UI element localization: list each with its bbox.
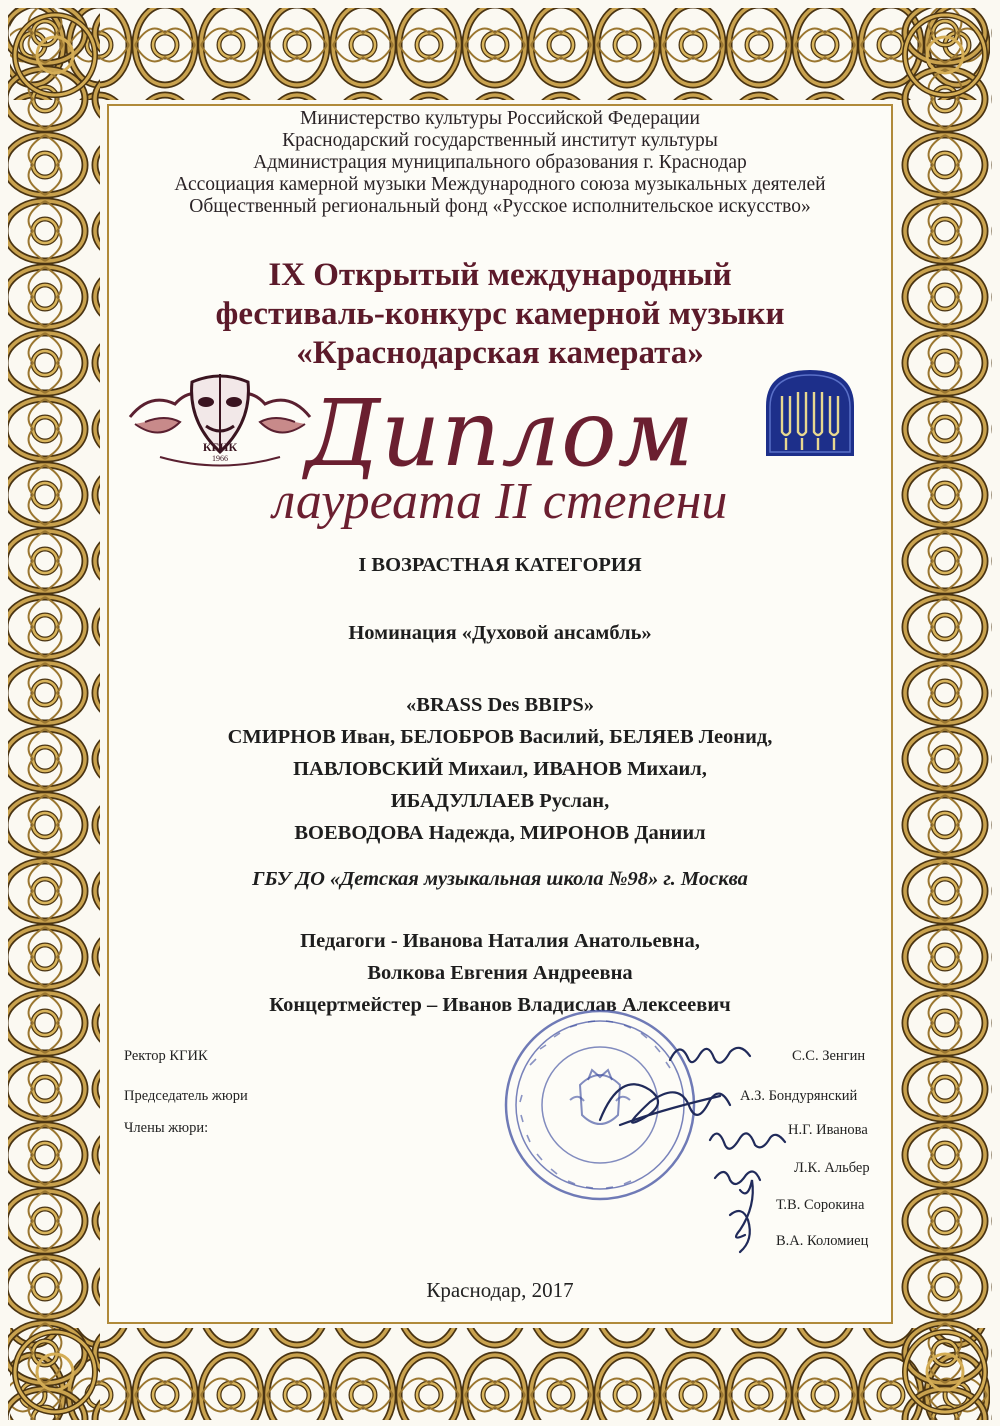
signature-name: А.З. Бондурянский [740, 1088, 858, 1104]
signature-role-rector: Ректор КГИК [124, 1048, 208, 1064]
kgik-logo-label: КГИК [202, 440, 238, 454]
age-category: I ВОЗРАСТНАЯ КАТЕГОРИЯ [358, 554, 642, 576]
teacher-line: Волкова Евгения Андреевна [367, 962, 633, 984]
signature-name: В.А. Коломиец [776, 1233, 869, 1249]
member-line: СМИРНОВ Иван, БЕЛОБРОВ Василий, БЕЛЯЕВ Леонид, [227, 726, 773, 748]
signature-name: С.С. Зенгин [792, 1048, 866, 1064]
organizer-line: Администрация муниципального образования г. Краснодар [253, 152, 747, 173]
place-date: Краснодар, 2017 [426, 1278, 574, 1302]
ensemble-name: «BRASS Des BBIPS» [406, 694, 594, 716]
signature-role-chair: Председатель жюри [124, 1088, 248, 1104]
organizer-line: Министерство культуры Российской Федерации [300, 108, 700, 129]
handwritten-signatures [580, 1030, 820, 1260]
festival-title [0, 256, 1000, 373]
organizer-line: Общественный региональный фонд «Русское исполнительское искусство» [189, 196, 811, 217]
festival-line: фестиваль-конкурс камерной музыки [215, 296, 785, 332]
festival-line: IX Открытый международный [268, 257, 732, 293]
institution: ГБУ ДО «Детская музыкальная школа №98» г. Москва [252, 868, 748, 890]
organizers-block [0, 108, 1000, 218]
organizer-line: Краснодарский государственный институт культуры [282, 130, 718, 151]
signature-name: Н.Г. Иванова [788, 1122, 868, 1138]
teacher-line: Концертмейстер – Иванов Владислав Алексеевич [269, 994, 731, 1016]
participants-block [0, 689, 1000, 849]
diploma-subtitle: лауреата II степени [272, 473, 728, 530]
member-line: ПАВЛОВСКИЙ Михаил, ИВАНОВ Михаил, [293, 758, 707, 780]
signature-name: Л.К. Альбер [794, 1160, 870, 1176]
signature-name: Т.В. Сорокина [776, 1197, 865, 1213]
organizer-line: Ассоциация камерной музыки Международного союза музыкальных деятелей [174, 174, 826, 195]
nomination: Номинация «Духовой ансамбль» [348, 622, 652, 644]
kgik-logo-year: 1966 [212, 454, 228, 463]
festival-line: «Краснодарская камерата» [296, 335, 704, 371]
signature-role-members: Члены жюри: [124, 1120, 209, 1136]
member-line: ВОЕВОДОВА Надежда, МИРОНОВ Даниил [294, 822, 706, 844]
teacher-line: Педагоги - Иванова Наталия Анатольевна, [300, 930, 700, 952]
member-line: ИБАДУЛЛАЕВ Руслан, [390, 790, 610, 812]
diploma-title: Диплом [305, 380, 695, 487]
